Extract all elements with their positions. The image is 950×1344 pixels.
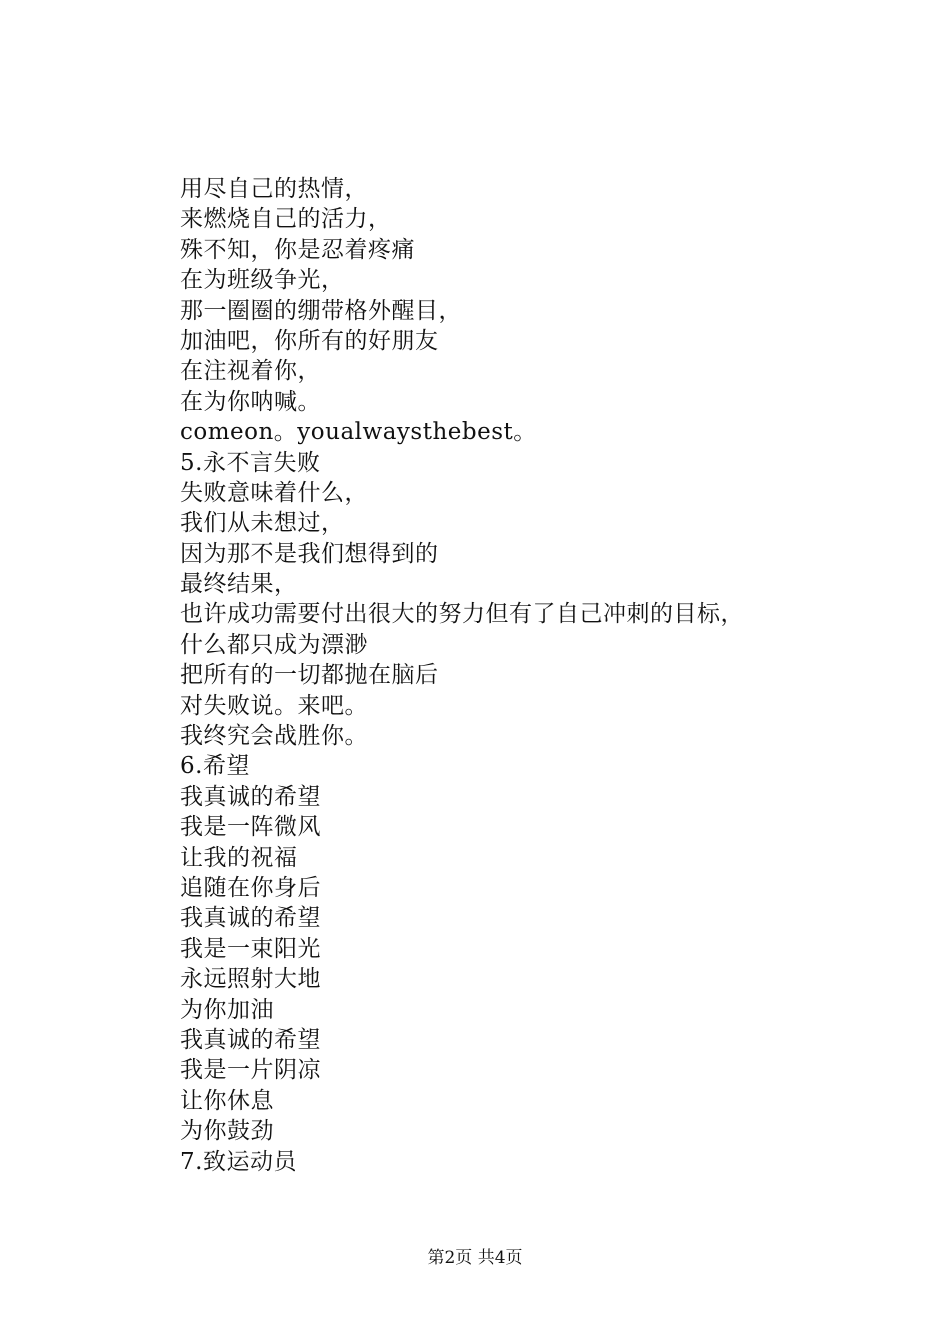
text-line: 因为那不是我们想得到的 — [180, 540, 439, 567]
text-line: 我真诚的希望 — [180, 905, 321, 932]
text-line: 用尽自己的热情， — [180, 176, 368, 202]
text-line: 我真诚的希望 — [180, 783, 321, 810]
text-line: 来燃烧自己的活力， — [180, 206, 392, 233]
text-line: 那一圈圈的绷带格外醒目， — [180, 297, 462, 324]
text-line: 最终结果， — [180, 571, 298, 598]
body-text — [180, 174, 880, 1177]
text-line: 把所有的一切都抛在脑后 — [180, 662, 439, 689]
text-line: 对失败说。来吧。 — [180, 692, 368, 719]
text-line: 让你休息 — [180, 1087, 274, 1114]
text-line: 为你鼓劲 — [180, 1118, 274, 1145]
text-line: 永远照射大地 — [180, 966, 321, 993]
page-number-footer: 第2页 共4页 — [427, 1248, 523, 1268]
text-line: 也许成功需要付出很大的努力但有了自己冲刺的目标， — [180, 601, 744, 628]
text-line: 殊不知，你是忍着疼痛 — [180, 236, 415, 263]
section-heading: 5.永不言失败 — [180, 449, 321, 476]
text-line: 我真诚的希望 — [180, 1026, 321, 1053]
text-line: 让我的祝福 — [180, 844, 298, 871]
section-heading: 7.致运动员 — [180, 1148, 297, 1175]
text-line: 我是一阵微风 — [180, 814, 321, 841]
text-line: 我们从未想过， — [180, 510, 345, 537]
text-line: 失败意味着什么， — [180, 479, 368, 506]
section-heading: 6.希望 — [180, 753, 250, 780]
text-line: 什么都只成为漂渺 — [180, 631, 368, 658]
text-line: 我是一束阳光 — [180, 935, 321, 962]
text-line: 加油吧，你所有的好朋友 — [180, 327, 439, 354]
text-line: 在为班级争光， — [180, 267, 345, 294]
text-line: 在注视着你， — [180, 358, 321, 385]
text-line: 为你加油 — [180, 996, 274, 1023]
text-line: 我终究会战胜你。 — [180, 723, 368, 750]
text-line: 追随在你身后 — [180, 874, 321, 901]
text-line: 我是一片阴凉 — [180, 1057, 321, 1084]
text-line: comeon。youalwaysthebest。 — [180, 419, 537, 446]
text-line: 在为你呐喊。 — [180, 388, 321, 415]
